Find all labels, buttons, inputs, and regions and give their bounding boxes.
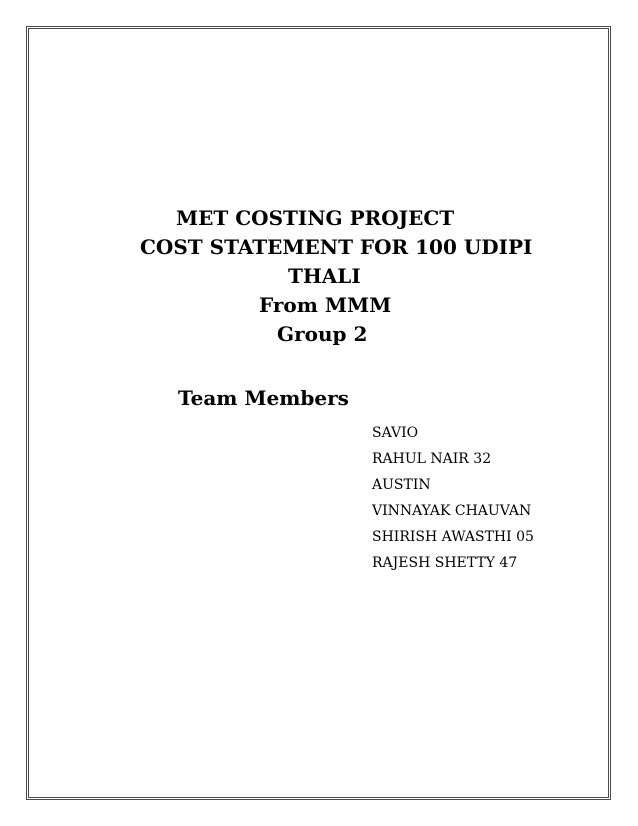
source-line: From MMM: [259, 293, 392, 317]
team-member: SAVIO: [372, 425, 419, 441]
team-member: RAHUL NAIR 32: [372, 451, 492, 467]
team-member: SHIRISH AWASTHI 05: [372, 529, 534, 545]
title-block: [110, 204, 550, 349]
team-members-list: [372, 420, 534, 576]
group-line: Group 2: [277, 322, 368, 346]
project-title: MET COSTING PROJECT: [176, 206, 455, 230]
page-border: [26, 26, 611, 800]
team-member: RAJESH SHETTY 47: [372, 555, 518, 571]
team-member: VINNAYAK CHAUVAN: [372, 503, 532, 519]
statement-title-continued: THALI: [288, 264, 361, 288]
team-members-heading: Team Members: [178, 386, 349, 410]
statement-title: COST STATEMENT FOR 100 UDIPI: [140, 235, 533, 259]
team-member: AUSTIN: [372, 477, 431, 493]
